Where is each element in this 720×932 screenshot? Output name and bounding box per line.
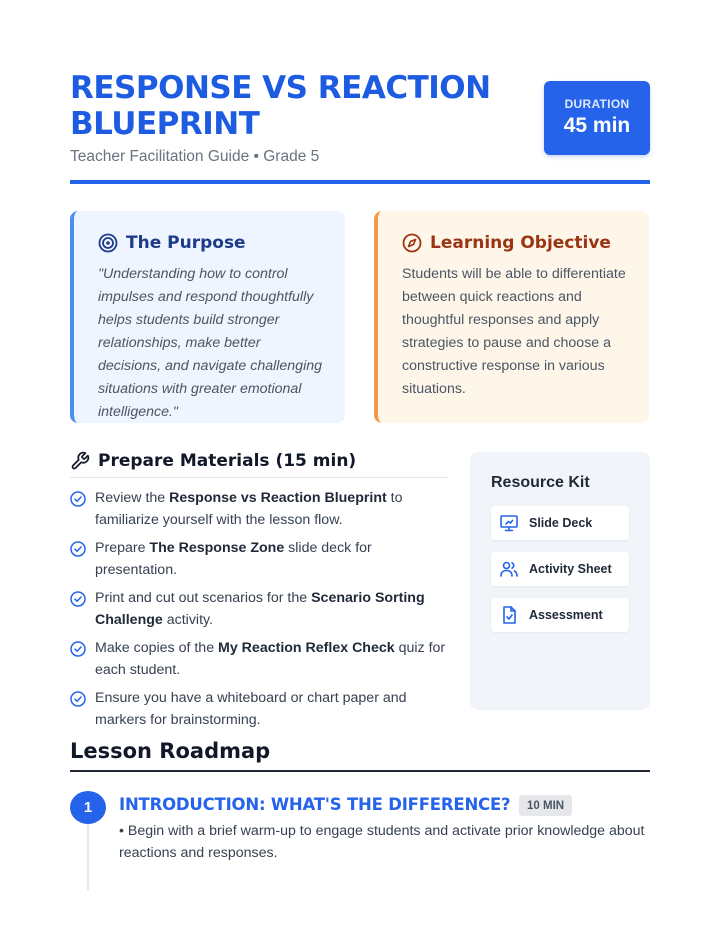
resource-assessment[interactable]: [491, 598, 629, 632]
objective-card: [374, 211, 649, 423]
resource-kit: [470, 452, 650, 710]
list-item: Print and cut out scenarios for the Scenario Sorting Challenge activity.: [70, 588, 448, 631]
duration-badge: [544, 81, 650, 155]
resource-kit-heading: Resource Kit: [491, 474, 590, 491]
list-item: Make copies of the My Reaction Reflex Check quiz for each student.: [70, 638, 448, 681]
target-icon: [98, 233, 118, 253]
presentation-icon: [499, 513, 519, 533]
prepare-list: [70, 488, 448, 731]
roadmap-heading: Lesson Roadmap: [70, 739, 271, 763]
step-number: 1: [70, 791, 106, 824]
prepare-heading: Prepare Materials (15 min): [98, 451, 357, 471]
check-circle-icon: [70, 591, 86, 631]
check-circle-icon: [70, 491, 86, 531]
users-icon: [499, 559, 519, 579]
purpose-text: "Understanding how to control impulses and respond thoughtfully helps students build stronger relationships, make better decisions, and navigate challenging situations with greater emotional intelligence.": [98, 266, 323, 420]
check-circle-icon: [70, 641, 86, 681]
list-item: Review the Response vs Reaction Blueprint to familiarize yourself with the lesson flow.: [70, 488, 448, 531]
check-circle-icon: [70, 691, 86, 731]
objective-text: Students will be able to differentiate between quick reactions and thoughtful responses and apply strategies to pause and choose a constructive response in various situations.: [402, 266, 626, 397]
step-description: • Begin with a brief warm-up to engage students and activate prior knowledge about reactions and responses.: [119, 823, 645, 861]
compass-icon: [402, 233, 422, 253]
page-subtitle: Teacher Facilitation Guide • Grade 5: [70, 148, 320, 165]
purpose-card: [70, 211, 345, 423]
step-duration-badge: 10 MIN: [519, 795, 572, 816]
header-divider: [70, 180, 650, 184]
wrench-icon: [70, 451, 90, 471]
timeline-line: [87, 820, 89, 890]
page-title: RESPONSE VS REACTION BLUEPRINT: [70, 70, 491, 142]
objective-heading: Learning Objective: [430, 233, 611, 253]
resource-label: Assessment: [529, 608, 603, 622]
duration-value: 45 min: [563, 114, 631, 137]
roadmap-divider: [70, 770, 650, 772]
duration-label: DURATION: [564, 97, 630, 111]
document-icon: [499, 605, 519, 625]
step-title: INTRODUCTION: WHAT'S THE DIFFERENCE?: [119, 795, 511, 814]
check-circle-icon: [70, 541, 86, 581]
resource-label: Slide Deck: [529, 516, 593, 530]
list-item: Prepare The Response Zone slide deck for presentation.: [70, 538, 448, 581]
resource-label: Activity Sheet: [529, 562, 612, 576]
page-header: [70, 70, 650, 166]
resource-slide-deck[interactable]: [491, 506, 629, 540]
list-item: Ensure you have a whiteboard or chart paper and markers for brainstorming.: [70, 688, 448, 731]
resource-activity-sheet[interactable]: [491, 552, 629, 586]
prepare-materials-section: [70, 451, 448, 738]
purpose-heading: The Purpose: [126, 233, 246, 253]
